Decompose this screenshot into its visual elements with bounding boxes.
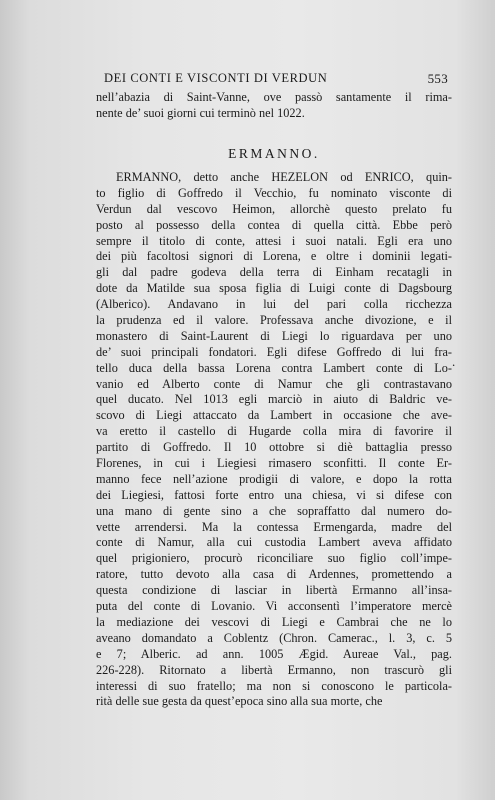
text-line: 226-228). Ritornato a libertà Ermanno, non trascurò gli [96, 662, 452, 677]
text-line: questa condizione di lasciar in libertà Ermanno all’insa- [96, 583, 452, 598]
text-line: Florenes, in cui i Liegiesi rimasero sconfitti. Il conte Er- [96, 456, 452, 471]
text-line: nente de’ suoi giorni cui terminò nel 1022. [96, 105, 305, 120]
text-line: quel ducato. Nel 1013 egli marciò in aiuto di Baldric ve- [96, 392, 452, 407]
text-line: tello duca della bassa Lorena contra Lambert conte di Lo- [96, 360, 452, 375]
text-line: to figlio di Goffredo il Vecchio, fu nominato visconte di [96, 185, 452, 200]
text-line: (Alberico). Andavano in lui del pari colla ricchezza [96, 297, 452, 312]
text-line: conte di Namur, alla cui custodia Lambert aveva affidato [96, 535, 452, 550]
running-title: DEI CONTI E VISCONTI DI VERDUN [104, 71, 328, 85]
running-header [96, 71, 448, 87]
margin-mark: . [452, 354, 456, 369]
text-line: manno fece nell’azione prodigii di valore, e dopo la rotta [96, 471, 452, 486]
text-line: aveano domandato a Coblentz (Chron. Camerac., l. 3, c. 5 [96, 630, 452, 645]
text-line: dei più facoltosi signori di Lorena, e oltre i dominii legati- [96, 249, 452, 264]
text-line: de’ suoi principali fondatori. Egli difese Goffredo di lui fra- [96, 344, 452, 359]
text-line: la prudenza ed il valore. Professava anche divozione, e il [96, 313, 452, 328]
main-paragraph [96, 170, 452, 710]
text-line: dote da Matilde sua sposa figlia di Luigi conte di Dagsbourg [96, 281, 452, 296]
text-line: monastero di Saint-Laurent di Liegi lo riguardava per uno [96, 328, 452, 343]
continued-paragraph [96, 90, 452, 122]
text-line: ratore, tutto devoto alla casa di Ardennes, promettendo a [96, 567, 452, 582]
text-line: e 7; Alberic. ad ann. 1005 Ægid. Aureae Val., pag. [96, 646, 452, 661]
text-line: partito di Goffredo. Il 10 ottobre si diè battaglia presso [96, 440, 452, 455]
text-line: una mano di gente sino a che sopraffatto dal numero do- [96, 503, 452, 518]
text-line: nell’abazia di Saint-Vanne, ove passò santamente il rima- [96, 90, 452, 104]
text-line: interessi di suo fratello; ma non si conoscono le particola- [96, 678, 452, 693]
page-number: 553 [427, 71, 448, 86]
text-line: scovo di Liegi attaccato da Lambert in occasione che ave- [96, 408, 452, 423]
text-line: quel prigioniero, procurò riconciliare suo figlio coll’impe- [96, 551, 452, 566]
text-line: ERMANNO, detto anche HEZELON od ENRICO, quin- [116, 170, 452, 184]
text-line: posto al possesso della contea di quella città. Ebbe però [96, 217, 452, 232]
text-line: rità delle sue gesta da quest’epoca sino alla sua morte, che [96, 694, 383, 709]
section-heading: ERMANNO. [228, 146, 320, 161]
text-line: puta del conte di Lovanio. Vi acconsentì l’imperatore mercè [96, 599, 452, 614]
text-line: la mediazione dei vescovi di Liegi e Cambrai che ne lo [96, 614, 452, 629]
text-line: dei Liegiesi, fattosi forte entro una chiesa, vi si difese con [96, 487, 452, 502]
text-line: sempre il titolo di conte, attesi i suoi natali. Egli era uno [96, 233, 452, 248]
text-line: Verdun dal vescovo Heimon, allorchè questo prelato fu [96, 201, 452, 216]
text-line: vette arrendersi. Ma la contessa Ermengarda, madre del [96, 519, 452, 534]
text-line: gli dal padre godeva della terra di Einham recatagli in [96, 265, 452, 280]
text-line: va eretto il castello di Hugarde colla mira di favorire il [96, 424, 452, 439]
text-line: vanio ed Alberto conte di Namur che gli contrastavano [96, 376, 452, 391]
